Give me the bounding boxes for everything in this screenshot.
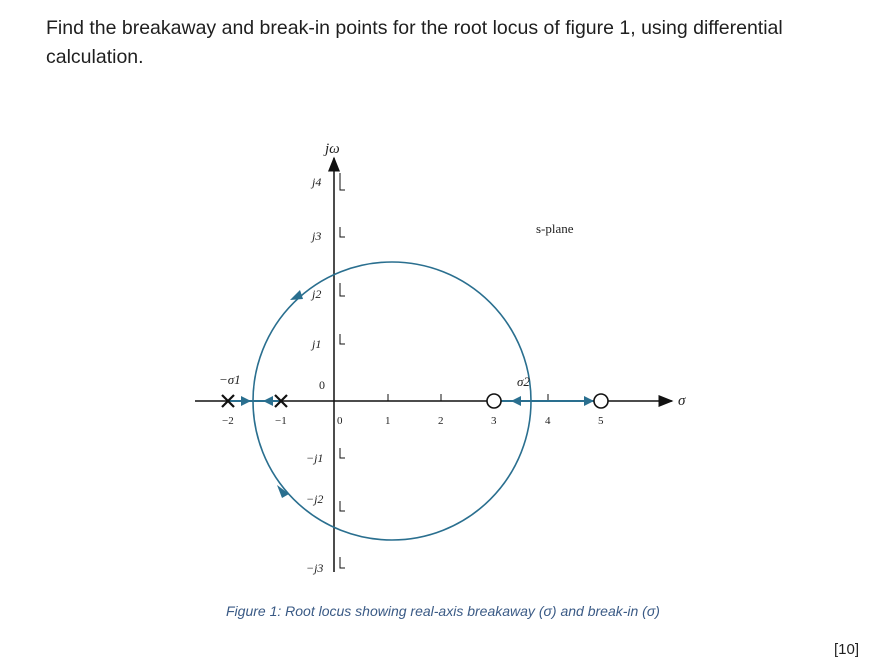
locus-direction-arrows [241,290,594,498]
y-tick-label: j1 [312,337,322,351]
x-tick-label: 3 [491,415,497,427]
y-tick-label: j3 [312,229,322,243]
marks-label: [10] [834,641,860,658]
zero-marker [487,394,501,408]
question-text: Find the breakaway and break-in points for the root locus of figure 1, using differential calculation. [46,17,783,68]
zero-marker [594,394,608,408]
y-tick-label: j2 [312,287,322,301]
y-tick-label: −j3 [306,561,324,575]
y-tick-marks [340,173,345,568]
y-tick-label: j4 [312,175,322,189]
x-tick-label: −1 [275,415,287,427]
x-tick-label: 5 [598,415,604,427]
figure-caption: Figure 1: Root locus showing real-axis breakaway (σ) and break-in (σ) [226,603,660,619]
x-axis-label: σ [678,393,686,409]
break-in-label: σ2 [517,374,530,389]
arrow-to-zero5 [584,396,594,406]
y-tick-label: −j1 [306,451,324,465]
arrow-right-pole [263,396,273,406]
x-tick-label: 4 [545,415,551,427]
x-tick-label: −2 [222,415,234,427]
s-plane-label: s-plane [536,221,574,236]
arrow-left-pole [241,396,251,406]
origin-zero-label: 0 [319,378,325,392]
x-tick-label: 2 [438,415,444,427]
x-tick-label: 0 [337,415,343,427]
y-tick-label: −j2 [306,492,324,506]
arrow-upper-left [290,290,303,300]
arrow-break-in-left [511,396,521,406]
x-tick-label: 1 [385,415,391,427]
y-axis-label: jω [325,141,340,157]
breakaway-label: −σ1 [219,372,241,387]
